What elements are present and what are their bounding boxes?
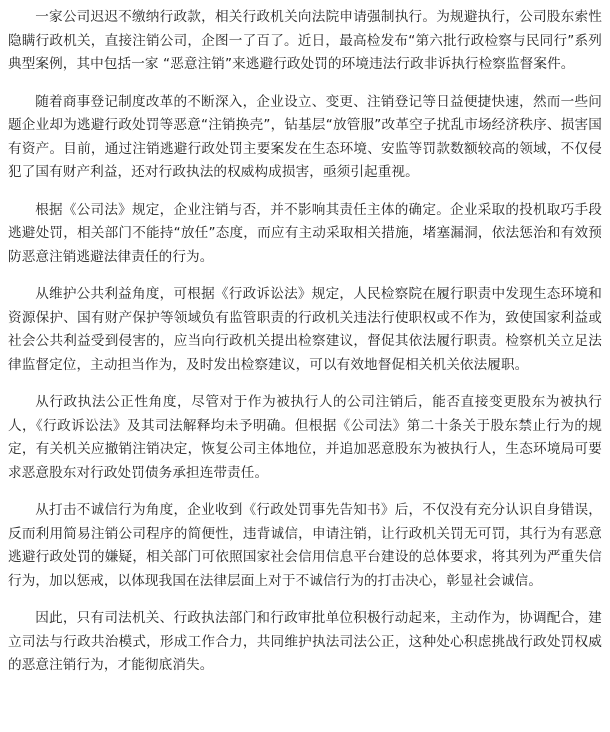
paragraph-3: 根据《公司法》规定，企业注销与否，并不影响其责任主体的确定。企业采取的投机取巧手段逃避处罚，相关部门不能持“放任”态度，而应有主动采取相关措施，堵塞漏洞，依法惩治和有效预防恶意注销逃避法律责任的行为。 xyxy=(8,201,602,265)
paragraph-2: 随着商事登记制度改革的不断深入，企业设立、变更、注销登记等日益便捷快速，然而一些问题企业却为逃避行政处罚等恶意“注销换壳”，钻基层“放管服”改革空子扰乱市场经济秩序、损害国有资产。目前，通过注销逃避行政处罚主要案发在生态环境、安监等罚款数额较高的领域，不仅侵犯了国有财产利益，还对行政执法的权威构成损害，亟须引起重视。 xyxy=(8,93,602,180)
paragraph-6: 从打击不诚信行为角度，企业收到《行政处罚事先告知书》后，不仅没有充分认识自身错误，反而利用简易注销公司程序的简便性，违背诚信，申请注销，让行政机关罚无可罚，其行为有恶意逃避行政处罚的嫌疑，相关部门可依照国家社会信用信息平台建设的总体要求，将其列为严重失信行为，加以惩戒，以体现我国在法律层面上对于不诚信行为的打击决心，彰显社会诚信。 xyxy=(8,502,602,589)
paragraph-7: 因此，只有司法机关、行政执法部门和行政审批单位积极行动起来，主动作为，协调配合，建立司法与行政共治模式，形成工作合力，共同维护执法司法公正，这种处心积虑挑战行政处罚权威的恶意注销行为，才能彻底消失。 xyxy=(8,610,602,673)
paragraph-5: 从行政执法公正性角度，尽管对于作为被执行人的公司注销后，能否直接变更股东为被执行人，《行政诉讼法》及其司法解释均未予明确。但根据《公司法》第二十条关于股东禁止行为的规定，有关机关应撤销注销决定，恢复公司主体地位，并追加恶意股东为被执行人，生态环境局可要求恶意股东对行政处罚债务承担连带责任。 xyxy=(8,394,602,481)
paragraph-4: 从维护公共利益角度，可根据《行政诉讼法》规定，人民检察院在履行职责中发现生态环境和资源保护、国有财产保护等领域负有监管职责的行政机关违法行使职权或不作为，致使国家利益或社会公共利益受到侵害的，应当向行政机关提出检察建议，督促其依法履行职责。检察机关立足法律监督定位，主动担当作为，及时发出检察建议，可以有效地督促相关机关依法履职。 xyxy=(8,286,602,373)
paragraph-1: 一家公司迟迟不缴纳行政款，相关行政机关向法院申请强制执行。为规避执行，公司股东索性隐瞒行政机关，直接注销公司，企图一了百了。近日，最高检发布“第六批行政检察与民同行”系列典型案例，其中包括一家 “恶意注销”来逃避行政处罚的环境违法行政非诉执行检察监督案件。 xyxy=(8,9,602,72)
